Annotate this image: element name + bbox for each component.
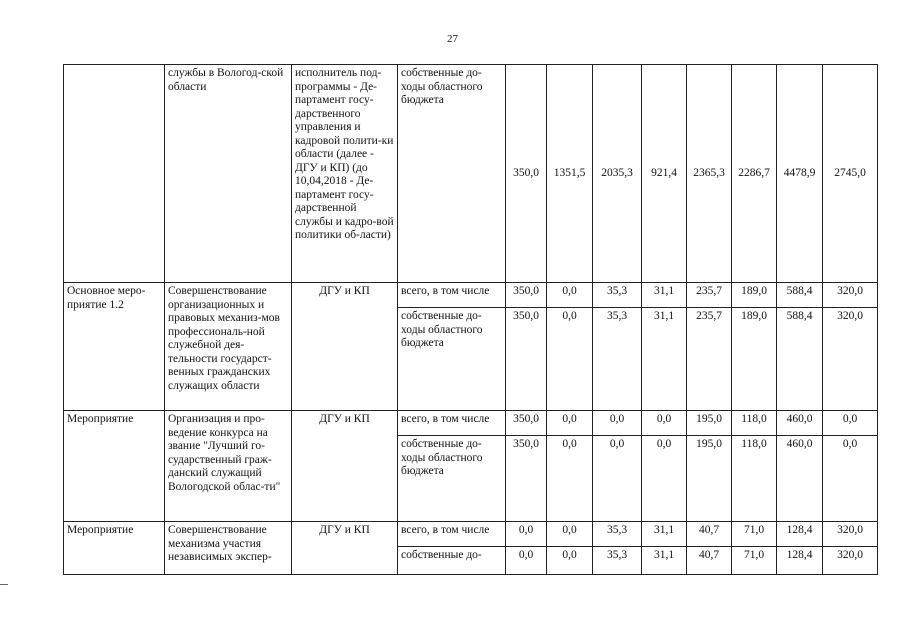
value-cell: 31,1 xyxy=(642,308,687,411)
value-cell: 0,0 xyxy=(823,436,878,522)
funding-source-cell: собственные до-ходы областного бюджета xyxy=(398,436,506,522)
table-row xyxy=(64,283,878,308)
funding-source-cell: всего, в том числе xyxy=(398,522,506,547)
value-cell: 4478,9 xyxy=(777,65,823,283)
value-cell: 0,0 xyxy=(642,411,687,436)
value-cell: 460,0 xyxy=(777,411,823,436)
value-cell: 0,0 xyxy=(547,436,593,522)
value-cell: 0,0 xyxy=(547,522,593,547)
value-cell: 0,0 xyxy=(506,522,547,547)
value-cell: 921,4 xyxy=(642,65,687,283)
value-cell: 0,0 xyxy=(823,411,878,436)
value-cell: 320,0 xyxy=(823,283,878,308)
value-cell: 40,7 xyxy=(687,522,732,547)
value-cell: 0,0 xyxy=(547,283,593,308)
value-cell: 195,0 xyxy=(687,411,732,436)
value-cell: 0,0 xyxy=(547,411,593,436)
value-cell: 31,1 xyxy=(642,283,687,308)
value-cell: 0,0 xyxy=(506,547,547,575)
value-cell: 40,7 xyxy=(687,547,732,575)
value-cell: 0,0 xyxy=(593,436,642,522)
funding-source-cell: собственные до-ходы областного бюджета xyxy=(398,65,506,283)
value-cell: 350,0 xyxy=(506,436,547,522)
funding-source-cell: собственные до-ходы областного бюджета xyxy=(398,308,506,411)
value-cell: 128,4 xyxy=(777,547,823,575)
value-cell: 320,0 xyxy=(823,547,878,575)
table-row xyxy=(64,411,878,436)
funding-source-cell: собственные до- xyxy=(398,547,506,575)
value-cell: 0,0 xyxy=(547,308,593,411)
value-cell: 320,0 xyxy=(823,308,878,411)
scan-edge-mark xyxy=(0,584,8,585)
value-cell: 2365,3 xyxy=(687,65,732,283)
table-row xyxy=(64,65,878,283)
value-cell: 118,0 xyxy=(732,411,777,436)
measure-title-cell: службы в Вологод-ской области xyxy=(165,65,292,283)
measure-title-cell: Организация и про-ведение конкурса на звание "Лучший го-сударственный граж-данский служащий Вологодской облас-ти" xyxy=(165,411,292,522)
value-cell: 350,0 xyxy=(506,283,547,308)
value-cell: 35,3 xyxy=(593,522,642,547)
value-cell: 350,0 xyxy=(506,411,547,436)
value-cell: 31,1 xyxy=(642,547,687,575)
measure-title-cell: Совершенствование организационных и правовых механиз-мов профессиональ-ной служебной дея-тельности государст-венных гражданских служащих области xyxy=(165,283,292,411)
value-cell: 189,0 xyxy=(732,308,777,411)
value-cell: 71,0 xyxy=(732,522,777,547)
value-cell: 350,0 xyxy=(506,308,547,411)
value-cell: 460,0 xyxy=(777,436,823,522)
value-cell: 350,0 xyxy=(506,65,547,283)
executor-cell: исполнитель под-программы - Де-партамент госу-дарственного управления и кадровой полити-ки области (далее - ДГУ и КП) (до 10,04,2018 - Де-партамент госу-дарственной службы и кадро-вой политики об-ласти) xyxy=(292,65,398,283)
value-cell: 128,4 xyxy=(777,522,823,547)
budget-table xyxy=(63,64,878,575)
value-cell: 2286,7 xyxy=(732,65,777,283)
value-cell: 118,0 xyxy=(732,436,777,522)
page-number: 27 xyxy=(447,33,458,45)
value-cell: 0,0 xyxy=(642,436,687,522)
measure-kind-cell: Мероприятие xyxy=(64,411,165,522)
value-cell: 35,3 xyxy=(593,308,642,411)
value-cell: 588,4 xyxy=(777,283,823,308)
value-cell: 189,0 xyxy=(732,283,777,308)
measure-kind-cell: Мероприятие xyxy=(64,522,165,575)
value-cell: 71,0 xyxy=(732,547,777,575)
measure-title-cell: Совершенствование механизма участия независимых экспер- xyxy=(165,522,292,575)
value-cell: 31,1 xyxy=(642,522,687,547)
value-cell: 2035,3 xyxy=(593,65,642,283)
value-cell: 35,3 xyxy=(593,547,642,575)
value-cell: 0,0 xyxy=(547,547,593,575)
funding-source-cell: всего, в том числе xyxy=(398,283,506,308)
value-cell: 588,4 xyxy=(777,308,823,411)
value-cell: 235,7 xyxy=(687,283,732,308)
measure-kind-cell xyxy=(64,65,165,283)
value-cell: 2745,0 xyxy=(823,65,878,283)
value-cell: 320,0 xyxy=(823,522,878,547)
funding-source-cell: всего, в том числе xyxy=(398,411,506,436)
executor-cell: ДГУ и КП xyxy=(292,411,398,522)
executor-cell: ДГУ и КП xyxy=(292,522,398,575)
table-row xyxy=(64,522,878,547)
value-cell: 35,3 xyxy=(593,283,642,308)
measure-kind-cell: Основное меро-приятие 1.2 xyxy=(64,283,165,411)
value-cell: 195,0 xyxy=(687,436,732,522)
executor-cell: ДГУ и КП xyxy=(292,283,398,411)
value-cell: 235,7 xyxy=(687,308,732,411)
value-cell: 0,0 xyxy=(593,411,642,436)
value-cell: 1351,5 xyxy=(547,65,593,283)
